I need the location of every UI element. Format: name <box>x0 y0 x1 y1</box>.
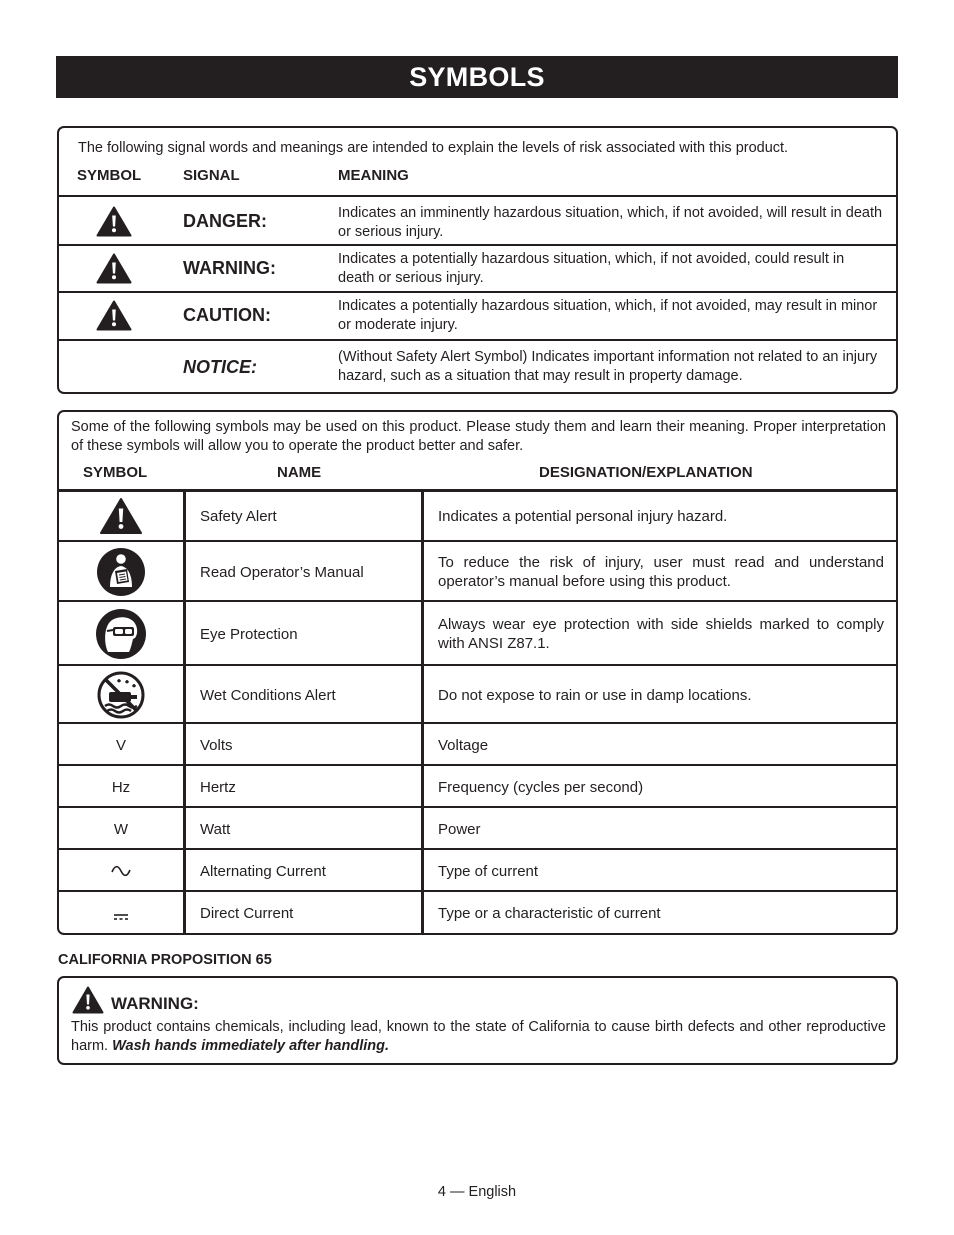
signal-word-caution: CAUTION: <box>183 305 271 325</box>
name-cell: Alternating Current <box>183 850 421 892</box>
name-cell: Read Operator’s Manual <box>183 542 421 602</box>
table-row <box>59 540 896 602</box>
symbols-table-box <box>57 410 898 935</box>
designation-text: To reduce the risk of injury, user must read and understand operator’s manual before using this product. <box>438 554 884 590</box>
designation-cell <box>421 666 896 724</box>
symbol-cell <box>59 892 183 935</box>
symbols-intro: Some of the following symbols may be used on this product. Please study them and learn their meaning. Proper interpretation of these symbols will allow you to operate the product better and safer. <box>71 419 886 454</box>
name-cell: Direct Current <box>183 892 421 935</box>
header-name: NAME <box>277 464 322 481</box>
symbol-cell <box>59 850 183 892</box>
signal-row-notice <box>59 339 896 394</box>
signal-intro: The following signal words and meanings are intended to explain the levels of risk associated with this product. <box>78 140 789 156</box>
signal-meaning-warning: Indicates a potentially hazardous situation, which, if not avoided, could result in death or serious injury. <box>338 251 845 286</box>
symbol-cell <box>59 492 183 540</box>
signal-row-caution <box>59 291 896 339</box>
header-symbol: SYMBOL <box>77 167 142 184</box>
designation-cell <box>421 492 896 540</box>
designation-text: Always wear eye protection with side shields marked to comply with ANSI Z87.1. <box>438 616 884 652</box>
header-meaning: MEANING <box>338 167 409 184</box>
header-designation: DESIGNATION/EXPLANATION <box>539 464 753 481</box>
prop65-text: This product contains chemicals, including lead, known to the state of California to cause birth defects and other reproductive harm. <box>71 1019 886 1054</box>
safety-alert-triangle-icon <box>96 253 132 284</box>
eye-protection-icon <box>95 608 147 660</box>
designation-text: Voltage <box>438 736 489 754</box>
table-row <box>59 848 896 892</box>
prop65-heading: CALIFORNIA PROPOSITION 65 <box>58 952 272 968</box>
signal-meaning-caution: Indicates a potentially hazardous situation, which, if not avoided, may result in minor or moderate injury. <box>338 298 878 333</box>
wet-conditions-icon <box>97 671 145 719</box>
page-title: SYMBOLS <box>56 56 898 98</box>
table-row <box>59 600 896 666</box>
signal-row-warning <box>59 244 896 291</box>
designation-cell <box>421 892 896 935</box>
table-row <box>59 806 896 850</box>
table-row <box>59 492 896 540</box>
direct-current-icon <box>112 912 130 922</box>
name-cell: Watt <box>183 808 421 850</box>
designation-text: Power <box>438 820 481 838</box>
signal-meaning-notice: (Without Safety Alert Symbol) Indicates important information not related to an injury hazard, such as a situation that may result in property damage. <box>338 349 878 384</box>
symbol-cell <box>59 666 183 724</box>
safety-alert-triangle-icon <box>96 300 132 331</box>
header-signal: SIGNAL <box>183 167 240 184</box>
name-cell: Eye Protection <box>183 602 421 666</box>
designation-cell <box>421 542 896 602</box>
symbol-cell: W <box>113 820 129 838</box>
signal-row-danger <box>59 195 896 244</box>
designation-cell <box>421 724 896 766</box>
designation-text: Type or a characteristic of current <box>438 905 661 922</box>
name-cell: Wet Conditions Alert <box>183 666 421 724</box>
symbol-cell <box>59 602 183 666</box>
prop65-warning-box <box>57 976 898 1065</box>
name-cell: Hertz <box>183 766 421 808</box>
prop65-warning-label: WARNING: <box>111 994 199 1013</box>
designation-text: Frequency (cycles per second) <box>438 778 644 796</box>
signal-words-box <box>57 126 898 394</box>
symbol-cell: Hz <box>111 778 131 796</box>
designation-cell <box>421 850 896 892</box>
header-symbol: SYMBOL <box>83 464 148 481</box>
table-row <box>59 890 896 935</box>
signal-word-danger: DANGER: <box>183 211 267 231</box>
read-manual-icon <box>96 547 146 597</box>
symbol-cell <box>59 542 183 602</box>
name-cell: Safety Alert <box>183 492 421 540</box>
safety-alert-triangle-icon <box>96 206 132 237</box>
safety-alert-icon <box>99 497 143 535</box>
designation-cell <box>421 602 896 666</box>
signal-word-notice: NOTICE: <box>183 357 257 377</box>
designation-text: Indicates a potential personal injury hazard. <box>438 507 728 525</box>
page-footer: 4 — English <box>437 1184 517 1200</box>
prop65-emphasis: Wash hands immediately after handling. <box>112 1038 389 1054</box>
table-row <box>59 722 896 766</box>
table-row <box>59 664 896 724</box>
signal-meaning-danger: Indicates an imminently hazardous situation, which, if not avoided, will result in death or serious injury. <box>338 205 883 240</box>
designation-cell <box>421 808 896 850</box>
table-row <box>59 764 896 808</box>
designation-text: Do not expose to rain or use in damp locations. <box>438 686 752 704</box>
designation-text: Type of current <box>438 862 539 880</box>
prop65-warning-text <box>71 1018 886 1056</box>
symbol-cell: V <box>115 736 126 754</box>
alternating-current-icon <box>110 865 132 877</box>
warning-triangle-icon <box>72 986 104 1014</box>
signal-word-warning: WARNING: <box>183 258 276 278</box>
name-cell: Volts <box>183 724 421 766</box>
designation-cell <box>421 766 896 808</box>
